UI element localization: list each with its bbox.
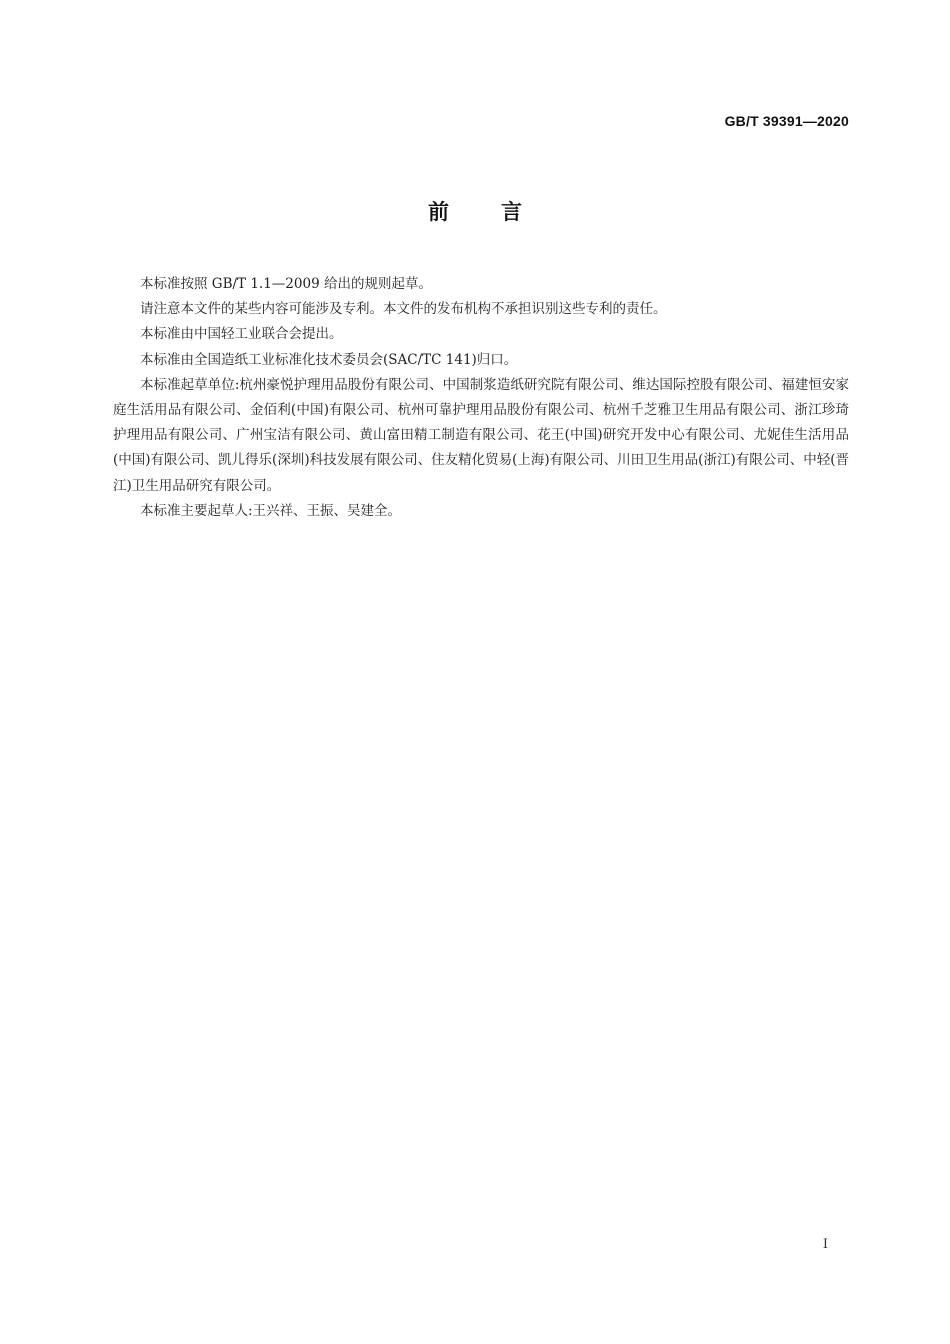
paragraph-drafting-rules: 本标准按照 GB/T 1.1—2009 给出的规则起草。 bbox=[140, 276, 432, 292]
paragraph-technical-committee: 本标准由全国造纸工业标准化技术委员会(SAC/TC 141)归口。 bbox=[140, 351, 518, 368]
paragraph-proposer: 本标准由中国轻工业联合会提出。 bbox=[140, 326, 343, 343]
standard-number: GB/T 39391—2020 bbox=[724, 113, 849, 129]
paragraph-patent-notice: 请注意本文件的某些内容可能涉及专利。本文件的发布机构不承担识别这些专利的责任。 bbox=[140, 301, 667, 318]
page-number: I bbox=[822, 1237, 828, 1252]
paragraph-main-drafters: 本标准主要起草人:王兴祥、王振、吴建全。 bbox=[140, 502, 402, 519]
page-title: 前言 bbox=[428, 200, 574, 224]
paragraph-drafting-units: 本标准起草单位:杭州豪悦护理用品股份有限公司、中国制浆造纸研究院有限公司、维达国际控股有限公司、福建恒安家庭生活用品有限公司、金佰利(中国)有限公司、杭州可靠护理用品股份有限公司、杭州千芝雅卫生用品有限公司、浙江珍琦护理用品有限公司、广州宝洁有限公司、黄山富田精工制造有限公司、花王(中国)研究开发中心有限公司、尤妮佳生活用品(中国)有限公司、凯儿得乐(深圳)科技发展有限公司、住友精化贸易(上海)有限公司、川田卫生用品(浙江)有限公司、中轻(晋江)卫生用品研究有限公司。 bbox=[113, 376, 849, 494]
preface-body bbox=[113, 272, 849, 524]
